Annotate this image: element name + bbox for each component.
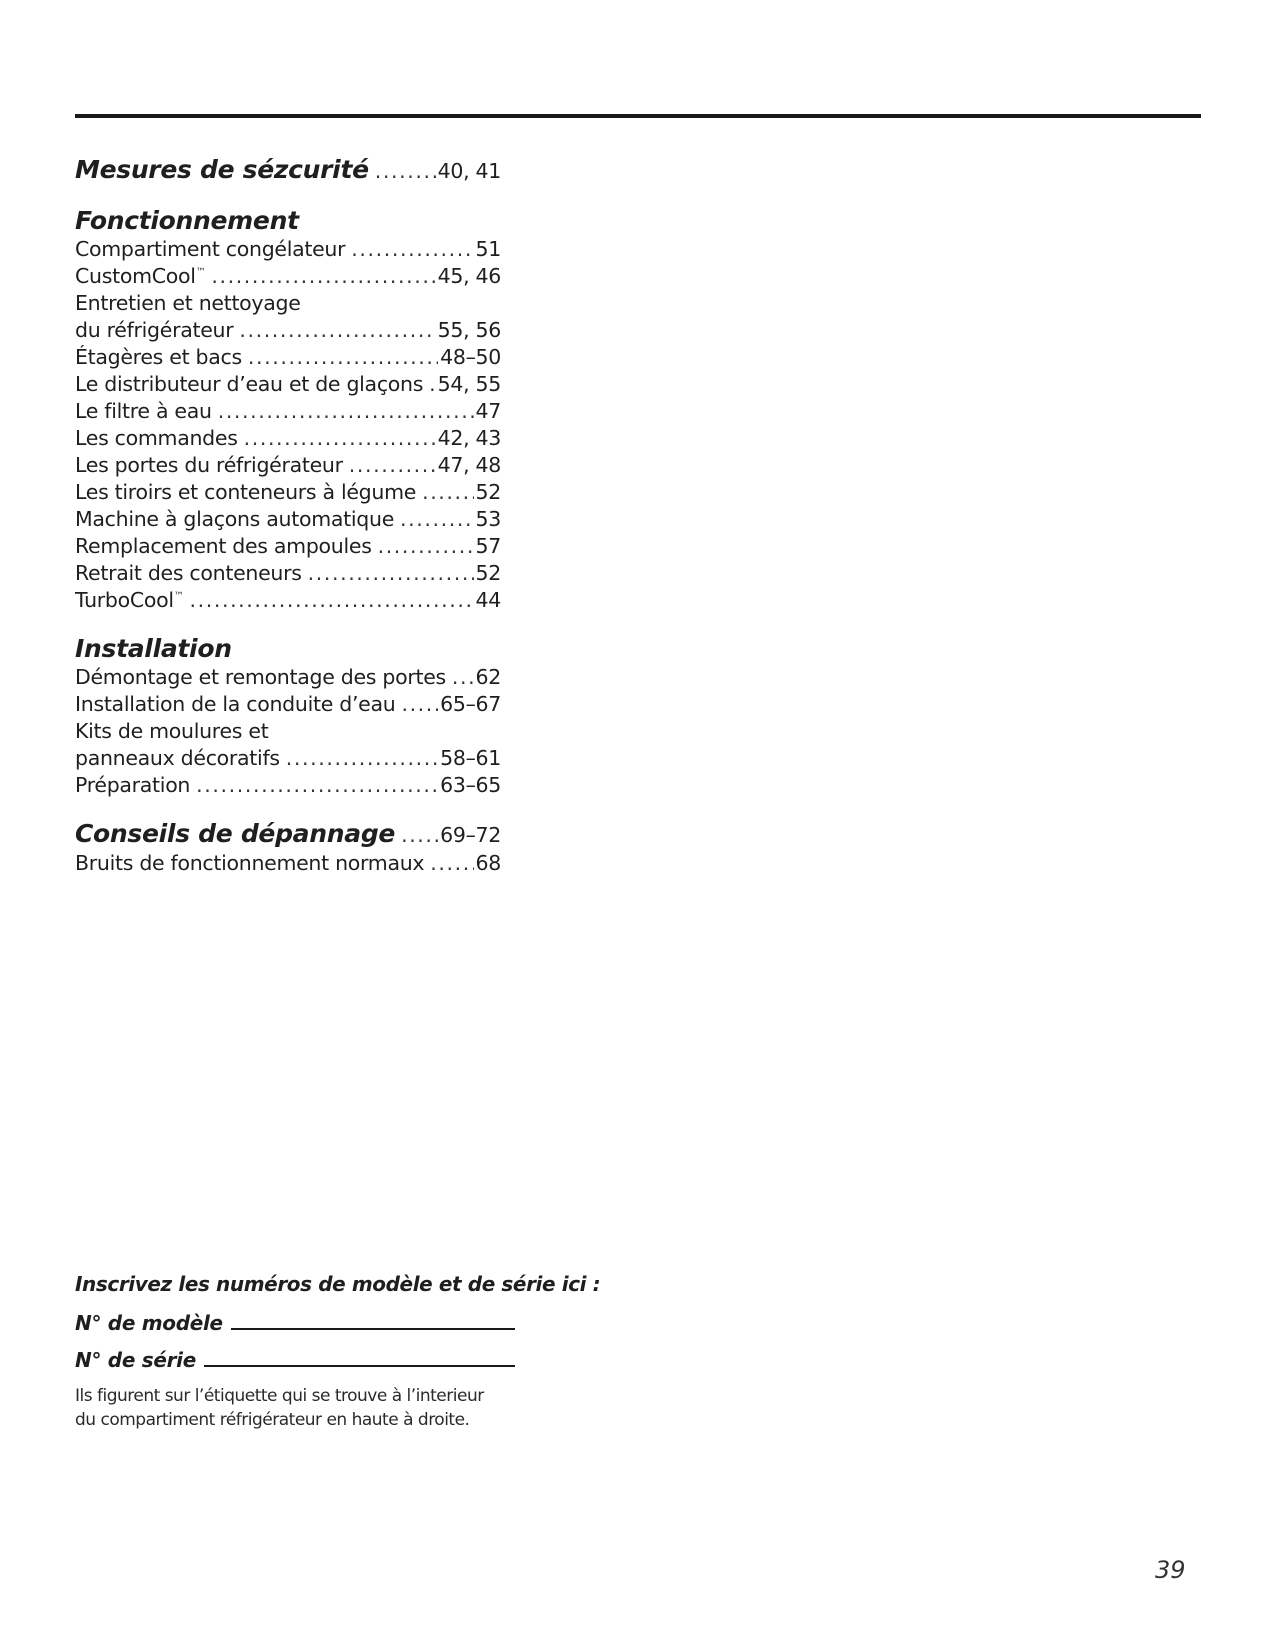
entry-label-text: TurboCool [75, 588, 174, 612]
entry-label-text: CustomCool [75, 264, 196, 288]
page-ref: 52 [475, 480, 501, 504]
toc-entry[interactable] [75, 691, 501, 718]
section-heading-installation: Installation [75, 634, 232, 663]
page-ref: 69–72 [440, 823, 501, 847]
page-ref: 62 [475, 665, 501, 689]
page-ref: 47 [475, 399, 501, 423]
toc-entry[interactable] [75, 533, 501, 560]
toc-entry[interactable] [75, 587, 501, 614]
section-heading-safety: Mesures de sézcurité [75, 155, 369, 184]
entry-label: Le filtre à eau [75, 399, 212, 423]
toc-section-safety[interactable] [75, 155, 501, 186]
toc-entry[interactable] [75, 772, 501, 799]
page-ref: 42, 43 [437, 426, 501, 450]
leader-dots [239, 317, 435, 344]
page-ref: 53 [475, 507, 501, 531]
page-number: 39 [1155, 1556, 1186, 1584]
record-note-line: du compartiment réfrigérateur en haute à droite. [75, 1410, 470, 1430]
entry-label [75, 263, 205, 290]
page-ref: 63–65 [440, 773, 501, 797]
toc-entry[interactable] [75, 452, 501, 479]
leader-dots [286, 745, 438, 772]
leader-dots [189, 587, 473, 614]
entry-label: Les tiroirs et conteneurs à légume [75, 480, 417, 504]
toc-entry[interactable] [75, 425, 501, 452]
section-heading-operation: Fonctionnement [75, 206, 299, 235]
toc-entry[interactable] [75, 236, 501, 263]
entry-label: Entretien et nettoyage [75, 291, 301, 315]
entry-label: panneaux décoratifs [75, 746, 280, 770]
serial-number-blank [204, 1347, 515, 1367]
page-ref: 57 [475, 534, 501, 558]
toc-entry[interactable] [75, 745, 501, 772]
entry-label [75, 587, 183, 614]
toc-entry[interactable] [75, 506, 501, 533]
toc-entry[interactable] [75, 664, 501, 691]
page-ref: 55, 56 [437, 318, 501, 342]
trademark-symbol: ™ [195, 267, 206, 279]
page-ref: 68 [475, 851, 501, 875]
entry-label: Machine à glaçons automatique [75, 507, 395, 531]
record-note-line: Ils figurent sur l’étiquette qui se trouve à l’interieur [75, 1386, 484, 1406]
model-serial-record [75, 1272, 601, 1432]
entry-label: Les portes du réfrigérateur [75, 453, 343, 477]
toc-entry[interactable] [75, 560, 501, 587]
entry-label: Les commandes [75, 426, 238, 450]
toc-entry[interactable] [75, 344, 501, 371]
toc-entry[interactable] [75, 263, 501, 290]
top-rule [75, 114, 1201, 118]
section-heading-troubleshooting: Conseils de dépannage [75, 819, 396, 848]
leader-dots [211, 263, 435, 290]
leader-dots [401, 820, 438, 850]
entry-label: Préparation [75, 773, 191, 797]
leader-dots [349, 452, 436, 479]
model-number-blank [231, 1310, 515, 1330]
leader-dots [308, 560, 474, 587]
page-ref: 52 [475, 561, 501, 585]
serial-number-label: N° de série [75, 1348, 196, 1372]
model-number-field [75, 1310, 515, 1335]
entry-label: Installation de la conduite d’eau [75, 692, 396, 716]
leader-dots [378, 533, 474, 560]
page-ref: 40, 41 [437, 159, 501, 183]
page-ref: 44 [475, 588, 501, 612]
toc-entry[interactable] [75, 479, 501, 506]
page-ref: 48–50 [440, 345, 501, 369]
leader-dots [400, 506, 473, 533]
leader-dots [196, 772, 438, 799]
leader-dots [218, 398, 474, 425]
leader-dots [429, 371, 435, 398]
record-title: Inscrivez les numéros de modèle et de série ici : [75, 1272, 601, 1296]
page-ref: 65–67 [440, 692, 501, 716]
toc-entry[interactable] [75, 850, 501, 877]
entry-label: Démontage et remontage des portes [75, 665, 446, 689]
entry-label: Bruits de fonctionnement normaux [75, 851, 425, 875]
toc-entry[interactable] [75, 371, 501, 398]
serial-number-field [75, 1347, 515, 1372]
entry-label: Compartiment congélateur [75, 237, 346, 261]
toc-entry[interactable] [75, 317, 501, 344]
leader-dots [422, 479, 473, 506]
page-ref: 45, 46 [437, 264, 501, 288]
model-number-label: N° de modèle [75, 1311, 223, 1335]
toc-entry[interactable] [75, 398, 501, 425]
table-of-contents [75, 155, 501, 877]
trademark-symbol: ™ [173, 591, 184, 603]
page-ref: 54, 55 [437, 372, 501, 396]
entry-label: Retrait des conteneurs [75, 561, 302, 585]
leader-dots [244, 425, 436, 452]
leader-dots [351, 236, 473, 263]
page-ref: 47, 48 [437, 453, 501, 477]
leader-dots [430, 850, 473, 877]
leader-dots [248, 344, 438, 371]
page-ref: 51 [475, 237, 501, 261]
toc-section-troubleshooting[interactable] [75, 819, 501, 850]
leader-dots [401, 691, 438, 718]
entry-label: Remplacement des ampoules [75, 534, 372, 558]
page-ref: 58–61 [440, 746, 501, 770]
entry-label: Kits de moulures et [75, 719, 269, 743]
leader-dots [452, 664, 474, 691]
entry-label: Étagères et bacs [75, 345, 242, 369]
entry-label: du réfrigérateur [75, 318, 234, 342]
record-note [75, 1384, 515, 1432]
leader-dots [375, 156, 436, 186]
entry-label: Le distributeur d’eau et de glaçons [75, 372, 424, 396]
